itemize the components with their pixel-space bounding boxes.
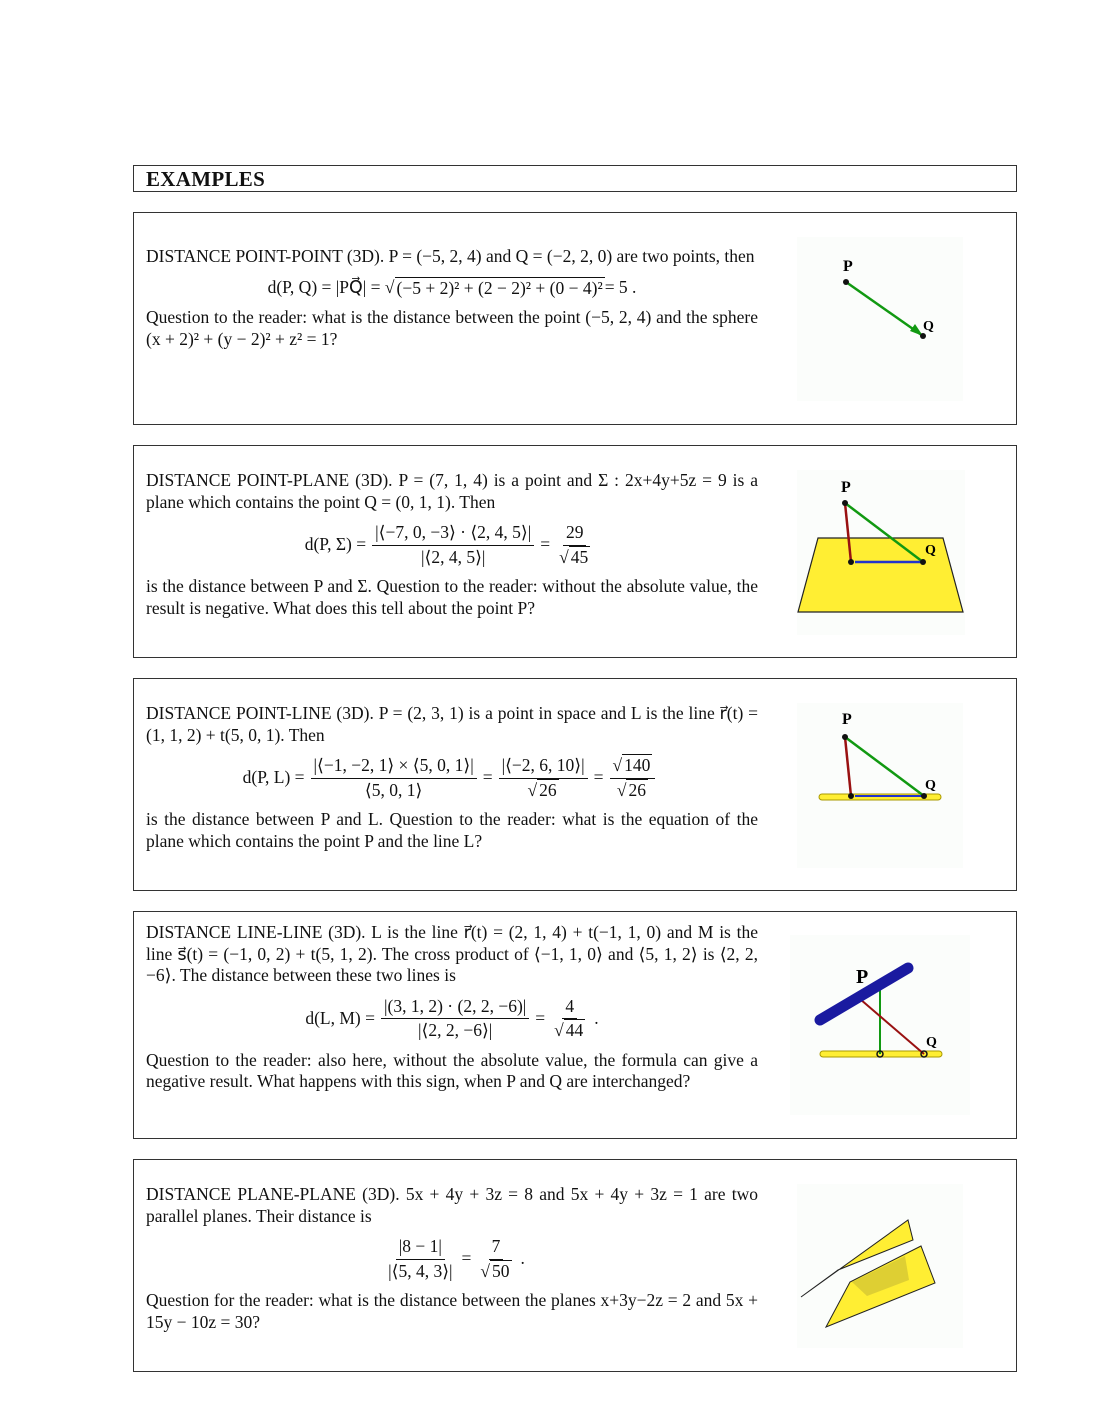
formula-lhs: d(P, Σ) = [304, 534, 367, 555]
formula-lhs: d(P, L) = [242, 767, 305, 788]
section-title: EXAMPLES [146, 167, 266, 191]
radicand: 44 [565, 1020, 584, 1040]
denominator: √ 50 [480, 1260, 510, 1281]
denominator: √ 44 [554, 1020, 584, 1040]
denominator: √ 45 [559, 546, 589, 567]
example-title: DISTANCE LINE-LINE (3D). [146, 922, 366, 942]
intro-text: P = (7, 1, 4) is a point and Σ : 2x+4y+5z = 9 is a plane which contains the point Q = (0, 1, 1). Then [146, 470, 758, 512]
question-text: is the distance between P and Σ. Question to the reader: without the absolute value, the result is negative. What does this tell about the point P? [146, 576, 758, 618]
numerator: 29 [563, 522, 587, 546]
radicand: 50 [492, 1260, 510, 1281]
denominator: √ 26 [527, 779, 557, 800]
fraction [385, 1236, 455, 1282]
label-q: Q [923, 319, 934, 334]
intro [146, 246, 758, 268]
label-q: Q [925, 778, 936, 793]
label-p: P [843, 258, 853, 275]
point-q [921, 793, 927, 799]
radicand: 45 [570, 546, 589, 567]
figure-point-plane [797, 470, 965, 635]
question-text: Question for the reader: what is the distance between the planes x+3y−2z = 2 and 5x + 15y − 10z = 30? [146, 1290, 758, 1332]
intro-text: 5x + 4y + 3z = 8 and 5x + 4y + 3z = 1 are two parallel planes. Their distance is [146, 1184, 758, 1226]
radicand: 26 [539, 779, 557, 800]
intro-text: P = (−5, 2, 4) and Q = (−2, 2, 0) are two points, then [384, 246, 755, 266]
intro-text: P = (2, 3, 1) is a point in space and L is the line r⃗(t) = (1, 1, 2) + t(5, 0, 1). Then [146, 703, 758, 745]
fraction [477, 1236, 514, 1282]
denominator: √ 26 [616, 779, 646, 800]
label-q: Q [925, 543, 936, 558]
equals: = [540, 534, 551, 555]
formula-lhs: d(P, Q) = |PQ⃗| = √ [267, 277, 395, 297]
denominator: |⟨2, 4, 5⟩| [420, 546, 486, 567]
intro [146, 1184, 758, 1227]
equals: = [461, 1248, 472, 1269]
fraction [372, 522, 534, 568]
formula [146, 996, 758, 1042]
numerator: 4 [562, 996, 577, 1020]
section-header [133, 165, 1017, 192]
point-foot [848, 559, 854, 565]
label-p: P [841, 479, 851, 496]
formula [146, 277, 758, 300]
radicand: 140 [624, 755, 651, 775]
question-text: Question to the reader: what is the distance between the point (−5, 2, 4) and the sphere (x + 2)² + (y − 2)² + z² = 1? [146, 307, 758, 349]
example-title: DISTANCE POINT-POINT (3D). [146, 246, 385, 266]
formula [146, 522, 758, 568]
fraction [311, 755, 477, 801]
label-q: Q [926, 1035, 937, 1050]
numerator: |⟨−7, 0, −3⟩ · ⟨2, 4, 5⟩| [372, 522, 534, 546]
intro-text: L is the line r⃗(t) = (2, 1, 4) + t(−1, 1, 0) and M is the line s⃗(t) = (−1, 0, 2) + t(5, 1, 2). The cross product of ⟨−1, 1, 0⟩ and ⟨5, 1, 2⟩ is ⟨2, 2, −6⟩. The distance between these two lines is [146, 922, 758, 985]
numerator: |⟨−2, 6, 10⟩| [499, 755, 588, 779]
formula-lhs: d(L, M) = [305, 1007, 376, 1028]
numerator: |8 − 1| [396, 1236, 445, 1260]
example-title: DISTANCE POINT-PLANE (3D). [146, 470, 393, 490]
point-q [920, 559, 926, 565]
question-text: is the distance between P and L. Question to the reader: what is the equation of the plane which contains the point P and the line L? [146, 809, 758, 851]
denominator: ⟨5, 0, 1⟩ [364, 779, 423, 800]
equals: = [535, 1007, 546, 1028]
intro [146, 470, 758, 513]
intro [146, 703, 758, 746]
equals: = [593, 767, 604, 788]
radicand: 26 [628, 779, 646, 800]
denominator: |⟨5, 4, 3⟩| [388, 1260, 453, 1281]
label-p: P [856, 966, 869, 988]
plane [798, 538, 963, 612]
numerator: |⟨−1, −2, 1⟩ × ⟨5, 0, 1⟩| [311, 755, 477, 779]
period: . [594, 1007, 599, 1028]
point-p [843, 279, 849, 285]
numerator: 7 [489, 1236, 504, 1260]
fraction [551, 996, 588, 1042]
formula [146, 1236, 758, 1282]
fraction [499, 755, 588, 801]
figure-point-line [797, 703, 963, 868]
figure-point-point [797, 237, 963, 401]
point-p [842, 734, 848, 740]
point-p [842, 500, 848, 506]
example-title: DISTANCE PLANE-PLANE (3D). [146, 1184, 400, 1204]
formula [146, 755, 758, 801]
fraction [610, 755, 656, 801]
question-text: Question to the reader: also here, without the absolute value, the formula can give a negative result. What happens with this sign, when P and Q are interchanged? [146, 1049, 758, 1091]
numerator: |(3, 1, 2) · (2, 2, −6)| [381, 996, 529, 1020]
formula-rhs: = 5 . [604, 277, 637, 297]
label-p: P [842, 711, 852, 728]
fraction [556, 522, 593, 568]
formula-radicand: (−5 + 2)² + (2 − 2)² + (0 − 4)² [396, 277, 603, 298]
figure-line-line [790, 935, 970, 1115]
equals: = [482, 767, 493, 788]
fraction [381, 996, 529, 1042]
figure-plane-plane [797, 1184, 963, 1348]
numerator: √ 140 [610, 755, 656, 779]
point-foot [848, 793, 854, 799]
period: . [520, 1248, 525, 1269]
intro [146, 922, 758, 987]
denominator: |⟨2, 2, −6⟩| [418, 1020, 493, 1040]
example-title: DISTANCE POINT-LINE (3D). [146, 703, 374, 723]
